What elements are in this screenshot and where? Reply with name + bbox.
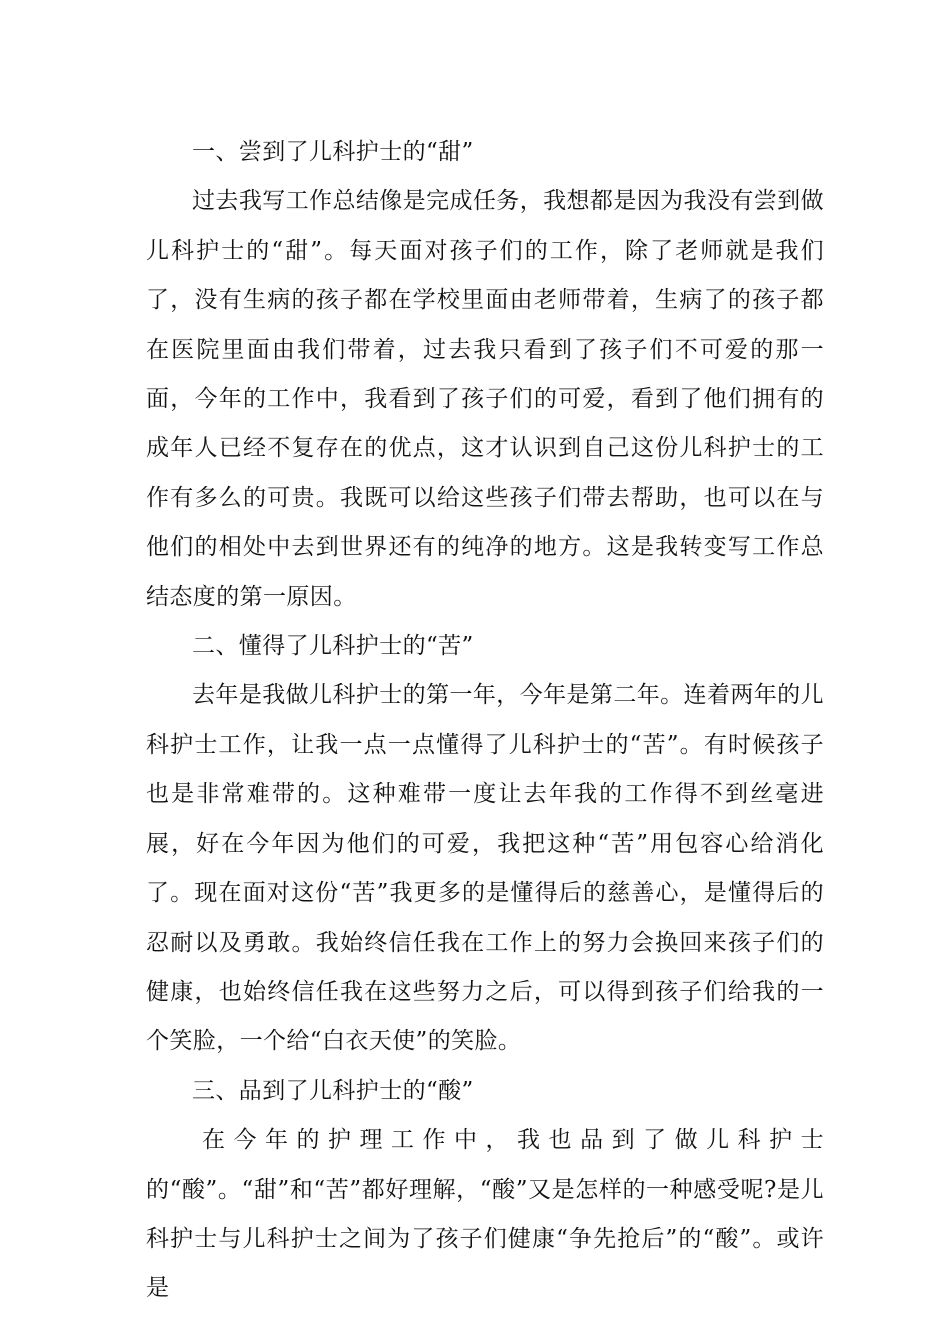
section-heading-2: 二、懂得了儿科护士的“苦” bbox=[192, 633, 474, 660]
document-body bbox=[146, 128, 824, 1314]
section-paragraph-3: 在今年的护理工作中，我也品到了做儿科护士的“酸”。“甜”和“苦”都好理解，“酸”又是怎样的一种感受呢?是儿科护士与儿科护士之间为了孩子们健康“争先抢后”的“酸”。或许是 bbox=[146, 1127, 824, 1302]
section-heading-1: 一、尝到了儿科护士的“甜” bbox=[192, 139, 474, 165]
section-paragraph-2: 去年是我做儿科护士的第一年，今年是第二年。连着两年的儿科护士工作，让我一点一点懂得了儿科护士的“苦”。有时候孩子也是非常难带的。这种难带一度让去年我的工作得不到丝毫进展，好在今年因为他们的可爱，我把这种“苦”用包容心给消化了。现在面对这份“苦”我更多的是懂得后的慈善心，是懂得后的忍耐以及勇敢。我始终信任我在工作上的努力会换回来孩子们的健康，也始终信任我在这些努力之后，可以得到孩子们给我的一个笑脸，一个给“白衣天使”的笑脸。 bbox=[146, 682, 824, 1055]
section-heading-3: 三、品到了儿科护士的“酸” bbox=[192, 1077, 474, 1104]
section-paragraph-1: 过去我写工作总结像是完成任务，我想都是因为我没有尝到做儿科护士的“甜”。每天面对孩子们的工作，除了老师就是我们了，没有生病的孩子都在学校里面由老师带着，生病了的孩子都在医院里面由我们带着，过去我只看到了孩子们不可爱的那一面，今年的工作中，我看到了孩子们的可爱，看到了他们拥有的成年人已经不复存在的优点，这才认识到自己这份儿科护士的工作有多么的可贵。我既可以给这些孩子们带去帮助，也可以在与他们的相处中去到世界还有的纯净的地方。这是我转变写工作总结态度的第一原因。 bbox=[146, 188, 824, 610]
